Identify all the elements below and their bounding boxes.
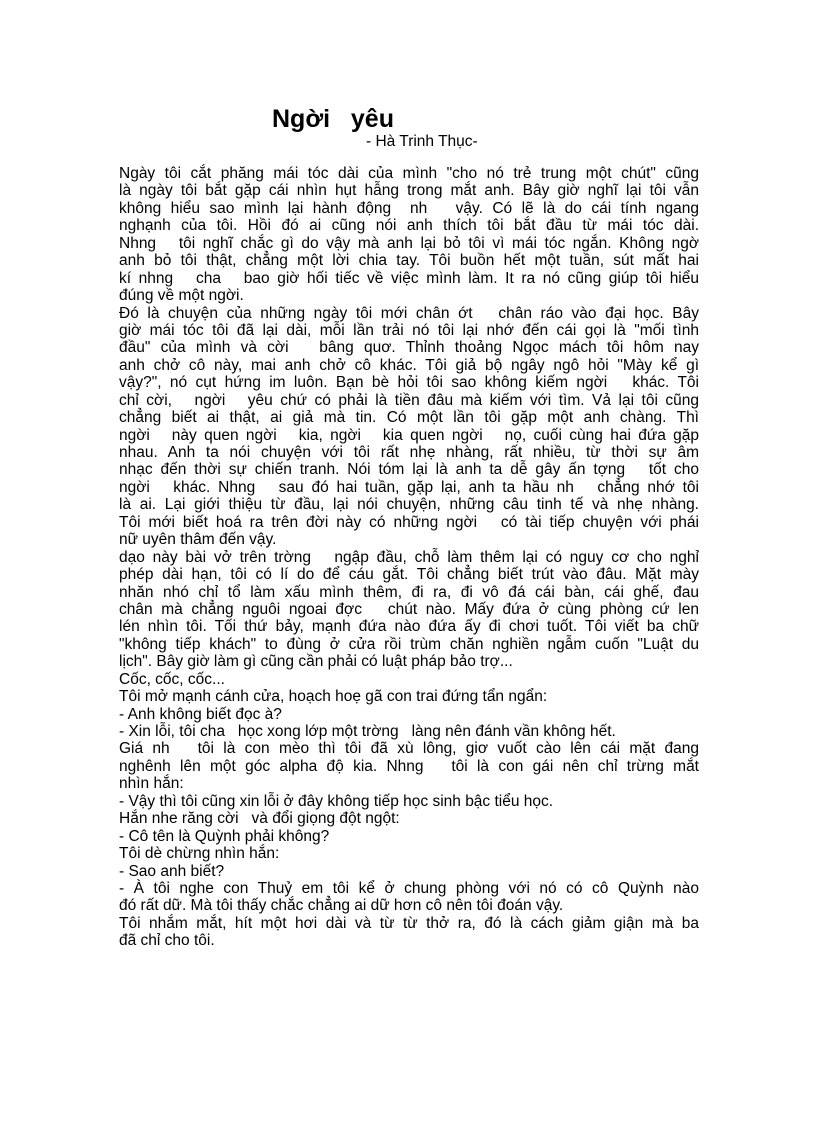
body-line: vậy?", nó cụt hứng im luôn. Bạn bè hỏi tôi sao không kiếm ngời khác. Tôi <box>119 374 699 392</box>
body-line: Cốc, cốc, cốc... <box>119 670 225 688</box>
body-line: - Sao anh biết? <box>119 862 225 880</box>
body-line: kí nhng cha bao giờ hối tiếc về việc mình làm. It ra nó cũng giúp tôi hiểu <box>119 269 699 287</box>
body-line: nghạnh của tôi. Hồi đó ai cũng nói anh thích tôi bắt đầu từ mái tóc dài. <box>119 217 699 235</box>
body-line: không hiểu sao mình lại hành động nh vậy. Có lẽ là do cái tính ngang <box>119 199 699 217</box>
body-line: anh bỏ tôi thật, chẳng một lời chia tay. Tôi buồn hết một tuần, sút mất hai <box>119 252 699 270</box>
body-line: giờ mái tóc tôi đã lại dài, mỗi lần trải nó tôi lại nhớ đến cái gọi là "mối tình <box>119 321 699 339</box>
body-line: "không tiếp khách" to đùng ở cửa rồi trùm chăn nghiền ngẫm cuốn "Luật du <box>119 635 699 653</box>
body-line: dạo này bài vở trên trờng ngập đầu, chỗ làm thêm lại có nguy cơ cho nghỉ <box>119 548 699 566</box>
body-line: nhìn hắn: <box>119 775 184 793</box>
body-line: Tôi dè chừng nhìn hắn: <box>119 845 280 863</box>
body-line: - Anh không biết đọc à? <box>119 705 282 723</box>
story-body <box>119 165 699 950</box>
body-line: đã chỉ cho tôi. <box>119 932 215 950</box>
body-line: nhăn nhó chỉ tổ làm xấu mình thêm, đi ra, đi vô đá cái bàn, cái ghế, đau <box>119 583 699 601</box>
body-line: - Xin lỗi, tôi cha học xong lớp một trờng làng nên đánh vần không hết. <box>119 723 616 740</box>
story-title: Ngời yêu <box>272 105 394 133</box>
body-line: - Cô tên là Quỳnh phải không? <box>119 827 330 845</box>
body-line: là ngày tôi bắt gặp cái nhìn hụt hẫng trong mắt anh. Bây giờ nghĩ lại tôi vẫn <box>119 182 699 200</box>
body-line: - Vậy thì tôi cũng xin lỗi ở đây không tiếp học sinh bậc tiểu học. <box>119 792 554 810</box>
body-line: phép dài hạn, tôi có lí do để cáu gắt. Tôi chẳng biết trút vào đâu. Mặt mày <box>119 566 699 584</box>
body-line: Tôi mở mạnh cánh cửa, hoạch hoẹ gã con trai đứng tẩn ngẩn: <box>119 688 548 706</box>
body-line: đó rất dữ. Mà tôi thấy chắc chẳng ai dữ hơn cô nên tôi đoán vậy. <box>119 897 564 915</box>
body-line: lén nhìn tôi. Tối thứ bảy, mạnh đứa nào đứa ấy đi chơi tuốt. Tôi viết ba chữ <box>119 618 699 636</box>
body-line: ngời khác. Nhng sau đó hai tuần, gặp lại, anh ta hầu nh chẳng nhớ tôi <box>119 478 699 496</box>
body-line: ngời này quen ngời kia, ngời kia quen ngời nọ, cuối cùng hai đứa gặp <box>119 426 699 444</box>
body-line: nghênh lên một góc alpha độ kia. Nhng tôi là con gái nên chỉ trừng mắt <box>119 757 699 775</box>
body-line: Tôi nhắm mắt, hít một hơi dài và từ từ thở ra, đó là cách giảm giận mà ba <box>119 914 699 932</box>
body-line: nhau. Anh ta nói chuyện với tôi rất nhẹ nhàng, rất nhiều, từ thời sự âm <box>119 444 699 461</box>
body-line: chân mà chẳng nguôi ngoai đợc chút nào. Mấy đứa ở cùng phòng cứ len <box>119 600 699 618</box>
body-line: đầu" của mình và cời bâng quơ. Thỉnh thoảng Ngọc mách tôi hôm nay <box>119 339 699 357</box>
body-line: chỉ cời, ngời yêu chứ có phải là tiền đâu mà kiếm với tìm. Vả lại tôi cũng <box>119 391 699 409</box>
body-line: là ai. Lại giới thiệu từ đầu, lại nói chuyện, những câu tinh tế và nhẹ nhàng. <box>119 496 699 514</box>
body-line: Hắn nhe răng cời và đổi giọng đột ngột: <box>119 810 400 828</box>
body-line: - À tôi nghe con Thuỷ em tôi kể ở chung phòng với nó có cô Quỳnh nào <box>119 879 699 897</box>
body-line: Tôi mới biết hoá ra trên đời này có những ngời có tài tiếp chuyện với phái <box>119 513 699 531</box>
body-line: Ngày tôi cắt phăng mái tóc dài của mình "cho nó trẻ trung một chút" cũng <box>119 165 699 182</box>
body-line: Nhng tôi nghĩ chắc gì do vậy mà anh lại bỏ tôi vì mái tóc ngắn. Không ngờ <box>119 234 699 252</box>
body-line: anh chở cô này, mai anh chở cô khác. Tôi giả bộ ngây ngô hỏi "Mày kể gì <box>119 356 699 374</box>
author-byline: - Hà Trinh Thục- <box>366 133 478 150</box>
body-line: chẳng biết ai thật, ai giả mà tin. Có một lần tôi gặp một anh chàng. Thì <box>119 409 699 427</box>
body-line: nữ uyên thâm đến vậy. <box>119 531 277 549</box>
body-line: nhạc đến thời sự chiến tranh. Nói tóm lại là anh ta dễ gây ấn tợng tốt cho <box>119 461 699 479</box>
body-line: Đó là chuyện của những ngày tôi mới chân ớt chân ráo vào đại học. Bây <box>119 304 699 322</box>
body-line: lịch". Bây giờ làm gì cũng cần phải có luật pháp bảo trợ... <box>119 653 513 671</box>
body-line: đúng về một ngời. <box>119 287 244 305</box>
body-line: Giá nh tôi là con mèo thì tôi đã xù lông, giơ vuốt cào lên cái mặt đang <box>119 740 699 758</box>
